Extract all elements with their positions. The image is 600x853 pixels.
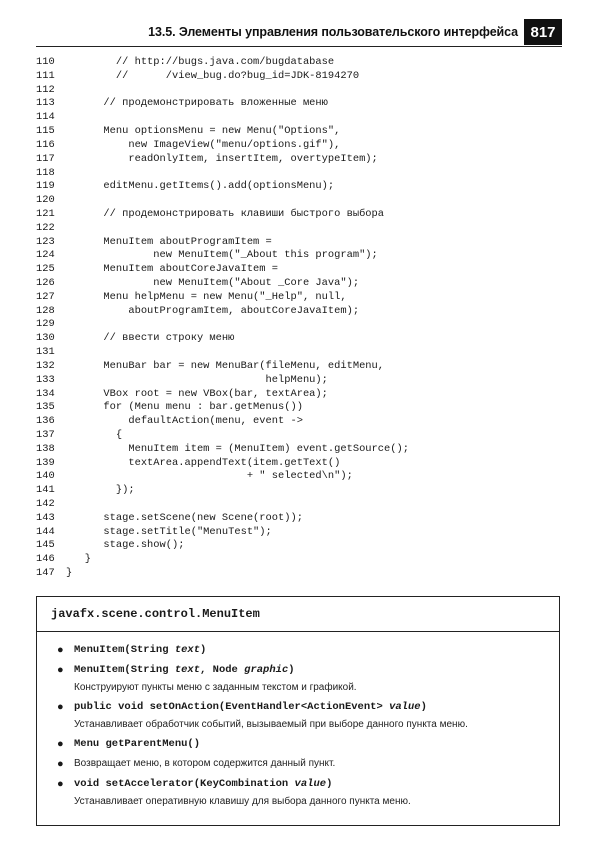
- line-number: 123: [36, 235, 55, 248]
- code-text: Menu optionsMenu = new Menu("Options",: [66, 125, 341, 138]
- code-line: [36, 167, 566, 181]
- line-number: 115: [36, 125, 55, 138]
- signature-part: , Node: [200, 664, 245, 676]
- signature-part: public void setOnAction(EventHandler<ActionEvent>: [74, 701, 390, 713]
- method-signature: [74, 662, 559, 678]
- signature-part: MenuItem(String: [74, 664, 175, 676]
- line-number: 111: [36, 69, 55, 82]
- signature-parameter: text: [174, 644, 201, 656]
- code-line: [36, 388, 566, 402]
- method-signature: [74, 699, 559, 715]
- bullet-icon: ●: [57, 664, 64, 676]
- line-number: 112: [36, 83, 55, 96]
- line-number: 133: [36, 373, 55, 386]
- code-line: [36, 194, 566, 208]
- code-text: MenuBar bar = new MenuBar(fileMenu, editMenu,: [66, 359, 385, 372]
- code-line: [36, 56, 566, 70]
- api-item: [37, 642, 559, 658]
- code-text: stage.setTitle("MenuTest");: [66, 525, 272, 538]
- line-number: 135: [36, 401, 55, 414]
- signature-parameter: value: [294, 778, 327, 790]
- signature-part: MenuItem(String: [74, 644, 175, 656]
- line-number: 124: [36, 249, 55, 262]
- line-number: 136: [36, 415, 55, 428]
- api-item: [37, 736, 559, 752]
- code-text: // ввести строку меню: [66, 332, 235, 345]
- code-text: [66, 318, 566, 332]
- line-number: 142: [36, 498, 55, 510]
- code-line: [36, 222, 566, 236]
- line-number: 127: [36, 290, 55, 303]
- code-text: {: [66, 428, 123, 441]
- code-text: // http://bugs.java.com/bugdatabase: [66, 56, 335, 68]
- code-line: [36, 415, 566, 429]
- code-line: [36, 291, 566, 305]
- line-number: 117: [36, 152, 55, 165]
- code-text: new MenuItem("About _Core Java");: [66, 277, 360, 289]
- line-number: 122: [36, 221, 55, 234]
- code-line: [36, 263, 566, 277]
- line-number: 125: [36, 263, 55, 276]
- section-title: 13.5. Элементы управления пользовательского интерфейса: [148, 25, 518, 39]
- line-number: 147: [36, 567, 55, 580]
- code-line: [36, 512, 566, 526]
- bullet-icon: ●: [57, 738, 64, 750]
- api-class-name: javafx.scene.control.MenuItem: [37, 597, 559, 632]
- code-listing: [36, 56, 566, 581]
- line-number: 137: [36, 428, 55, 441]
- code-line: [36, 401, 566, 415]
- code-text: helpMenu);: [66, 373, 328, 386]
- line-number: 128: [36, 304, 55, 317]
- line-number: 138: [36, 442, 55, 455]
- line-number: 130: [36, 332, 55, 345]
- signature-parameter: graphic: [244, 664, 289, 676]
- api-item: [37, 756, 559, 772]
- code-text: // /view_bug.do?bug_id=JDK-8194270: [66, 69, 360, 82]
- line-number: 139: [36, 456, 55, 469]
- code-line: [36, 567, 566, 581]
- line-number: 144: [36, 525, 55, 538]
- line-number: 145: [36, 539, 55, 552]
- api-item: [37, 662, 559, 695]
- code-text: defaultAction(menu, event ->: [66, 415, 303, 428]
- code-text: [66, 194, 566, 208]
- line-number: 114: [36, 111, 55, 124]
- header-rule: [36, 46, 562, 47]
- code-line: [36, 526, 566, 540]
- bullet-icon: ●: [57, 701, 64, 713]
- signature-part: ): [420, 701, 427, 713]
- code-text: Menu helpMenu = new Menu("_Help", null,: [66, 290, 347, 303]
- code-text: MenuItem aboutCoreJavaItem =: [66, 263, 279, 276]
- code-text: // продемонстрировать клавиши быстрого выбора: [66, 207, 385, 220]
- line-number: 120: [36, 194, 55, 207]
- code-line: [36, 208, 566, 222]
- line-number: 140: [36, 470, 55, 483]
- code-text: [66, 498, 566, 512]
- page-header: [0, 18, 600, 48]
- code-text: }: [66, 553, 91, 566]
- line-number: 121: [36, 207, 55, 220]
- code-line: [36, 457, 566, 471]
- code-text: [66, 167, 566, 181]
- code-line: [36, 498, 566, 512]
- line-number: 141: [36, 484, 55, 497]
- line-number: 143: [36, 511, 55, 524]
- line-number: 119: [36, 180, 55, 193]
- page-number: 817: [524, 19, 562, 45]
- signature-part: ): [288, 664, 295, 676]
- line-number: 134: [36, 387, 55, 400]
- code-text: textArea.appendText(item.getText(): [66, 456, 341, 469]
- api-item: [37, 699, 559, 732]
- code-line: [36, 84, 566, 98]
- line-number: 113: [36, 97, 55, 110]
- line-number: 132: [36, 359, 55, 372]
- code-line: [36, 305, 566, 319]
- signature-part: void setAccelerator(KeyCombination: [74, 778, 295, 790]
- code-line: [36, 374, 566, 388]
- method-description: Возвращает меню, в котором содержится данный пункт.: [74, 758, 336, 769]
- method-signature: [74, 642, 559, 658]
- code-text: editMenu.getItems().add(optionsMenu);: [66, 180, 335, 193]
- code-line: [36, 346, 566, 360]
- code-text: [66, 222, 566, 236]
- method-signature: [74, 736, 559, 752]
- line-number: 110: [36, 56, 55, 68]
- code-line: [36, 249, 566, 263]
- code-text: + " selected\n");: [66, 470, 353, 483]
- code-text: new ImageView("menu/options.gif"),: [66, 138, 341, 151]
- code-line: [36, 443, 566, 457]
- method-description: Конструируют пункты меню с заданным текстом и графикой.: [74, 682, 357, 693]
- code-text: // продемонстрировать вложенные меню: [66, 97, 328, 110]
- method-signature: [74, 776, 559, 792]
- signature-parameter: text: [174, 664, 201, 676]
- line-number: 118: [36, 166, 55, 179]
- line-number: 126: [36, 277, 55, 289]
- code-line: [36, 484, 566, 498]
- code-text: });: [66, 484, 135, 497]
- api-method-list: [37, 632, 559, 809]
- code-text: new MenuItem("_About this program");: [66, 249, 378, 262]
- code-text: [66, 84, 566, 98]
- signature-part: ): [200, 644, 207, 656]
- code-line: [36, 180, 566, 194]
- method-description: Устанавливает обработчик событий, вызываемый при выборе данного пункта меню.: [74, 719, 468, 730]
- bullet-icon: ●: [57, 758, 64, 770]
- code-text: MenuItem item = (MenuItem) event.getSource();: [66, 442, 409, 455]
- code-line: [36, 332, 566, 346]
- code-line: [36, 125, 566, 139]
- line-number: 146: [36, 553, 55, 566]
- code-line: [36, 539, 566, 553]
- code-line: [36, 139, 566, 153]
- signature-part: Menu getParentMenu(): [74, 738, 201, 750]
- api-reference-box: [36, 596, 560, 826]
- line-number: 129: [36, 318, 55, 331]
- code-text: for (Menu menu : bar.getMenus()): [66, 401, 303, 414]
- line-number: 131: [36, 346, 55, 359]
- code-text: readOnlyItem, insertItem, overtypeItem);: [66, 152, 378, 165]
- code-text: VBox root = new VBox(bar, textArea);: [66, 387, 328, 400]
- code-text: MenuItem aboutProgramItem =: [66, 235, 272, 248]
- bullet-icon: ●: [57, 644, 64, 656]
- code-text: }: [66, 567, 73, 580]
- code-line: [36, 429, 566, 443]
- code-line: [36, 470, 566, 484]
- code-line: [36, 153, 566, 167]
- method-description: Устанавливает оперативную клавишу для выбора данного пункта меню.: [74, 796, 411, 807]
- signature-part: ): [326, 778, 333, 790]
- code-line: [36, 360, 566, 374]
- code-line: [36, 277, 566, 291]
- code-line: [36, 111, 566, 125]
- code-line: [36, 236, 566, 250]
- signature-parameter: value: [389, 701, 421, 713]
- code-text: aboutProgramItem, aboutCoreJavaItem);: [66, 304, 360, 317]
- code-line: [36, 70, 566, 84]
- code-text: [66, 111, 566, 125]
- code-text: stage.setScene(new Scene(root));: [66, 511, 303, 524]
- code-text: [66, 346, 566, 360]
- code-line: [36, 318, 566, 332]
- code-line: [36, 553, 566, 567]
- code-line: [36, 97, 566, 111]
- line-number: 116: [36, 138, 55, 151]
- bullet-icon: ●: [57, 778, 64, 790]
- api-item: [37, 776, 559, 809]
- code-text: stage.show();: [66, 539, 185, 552]
